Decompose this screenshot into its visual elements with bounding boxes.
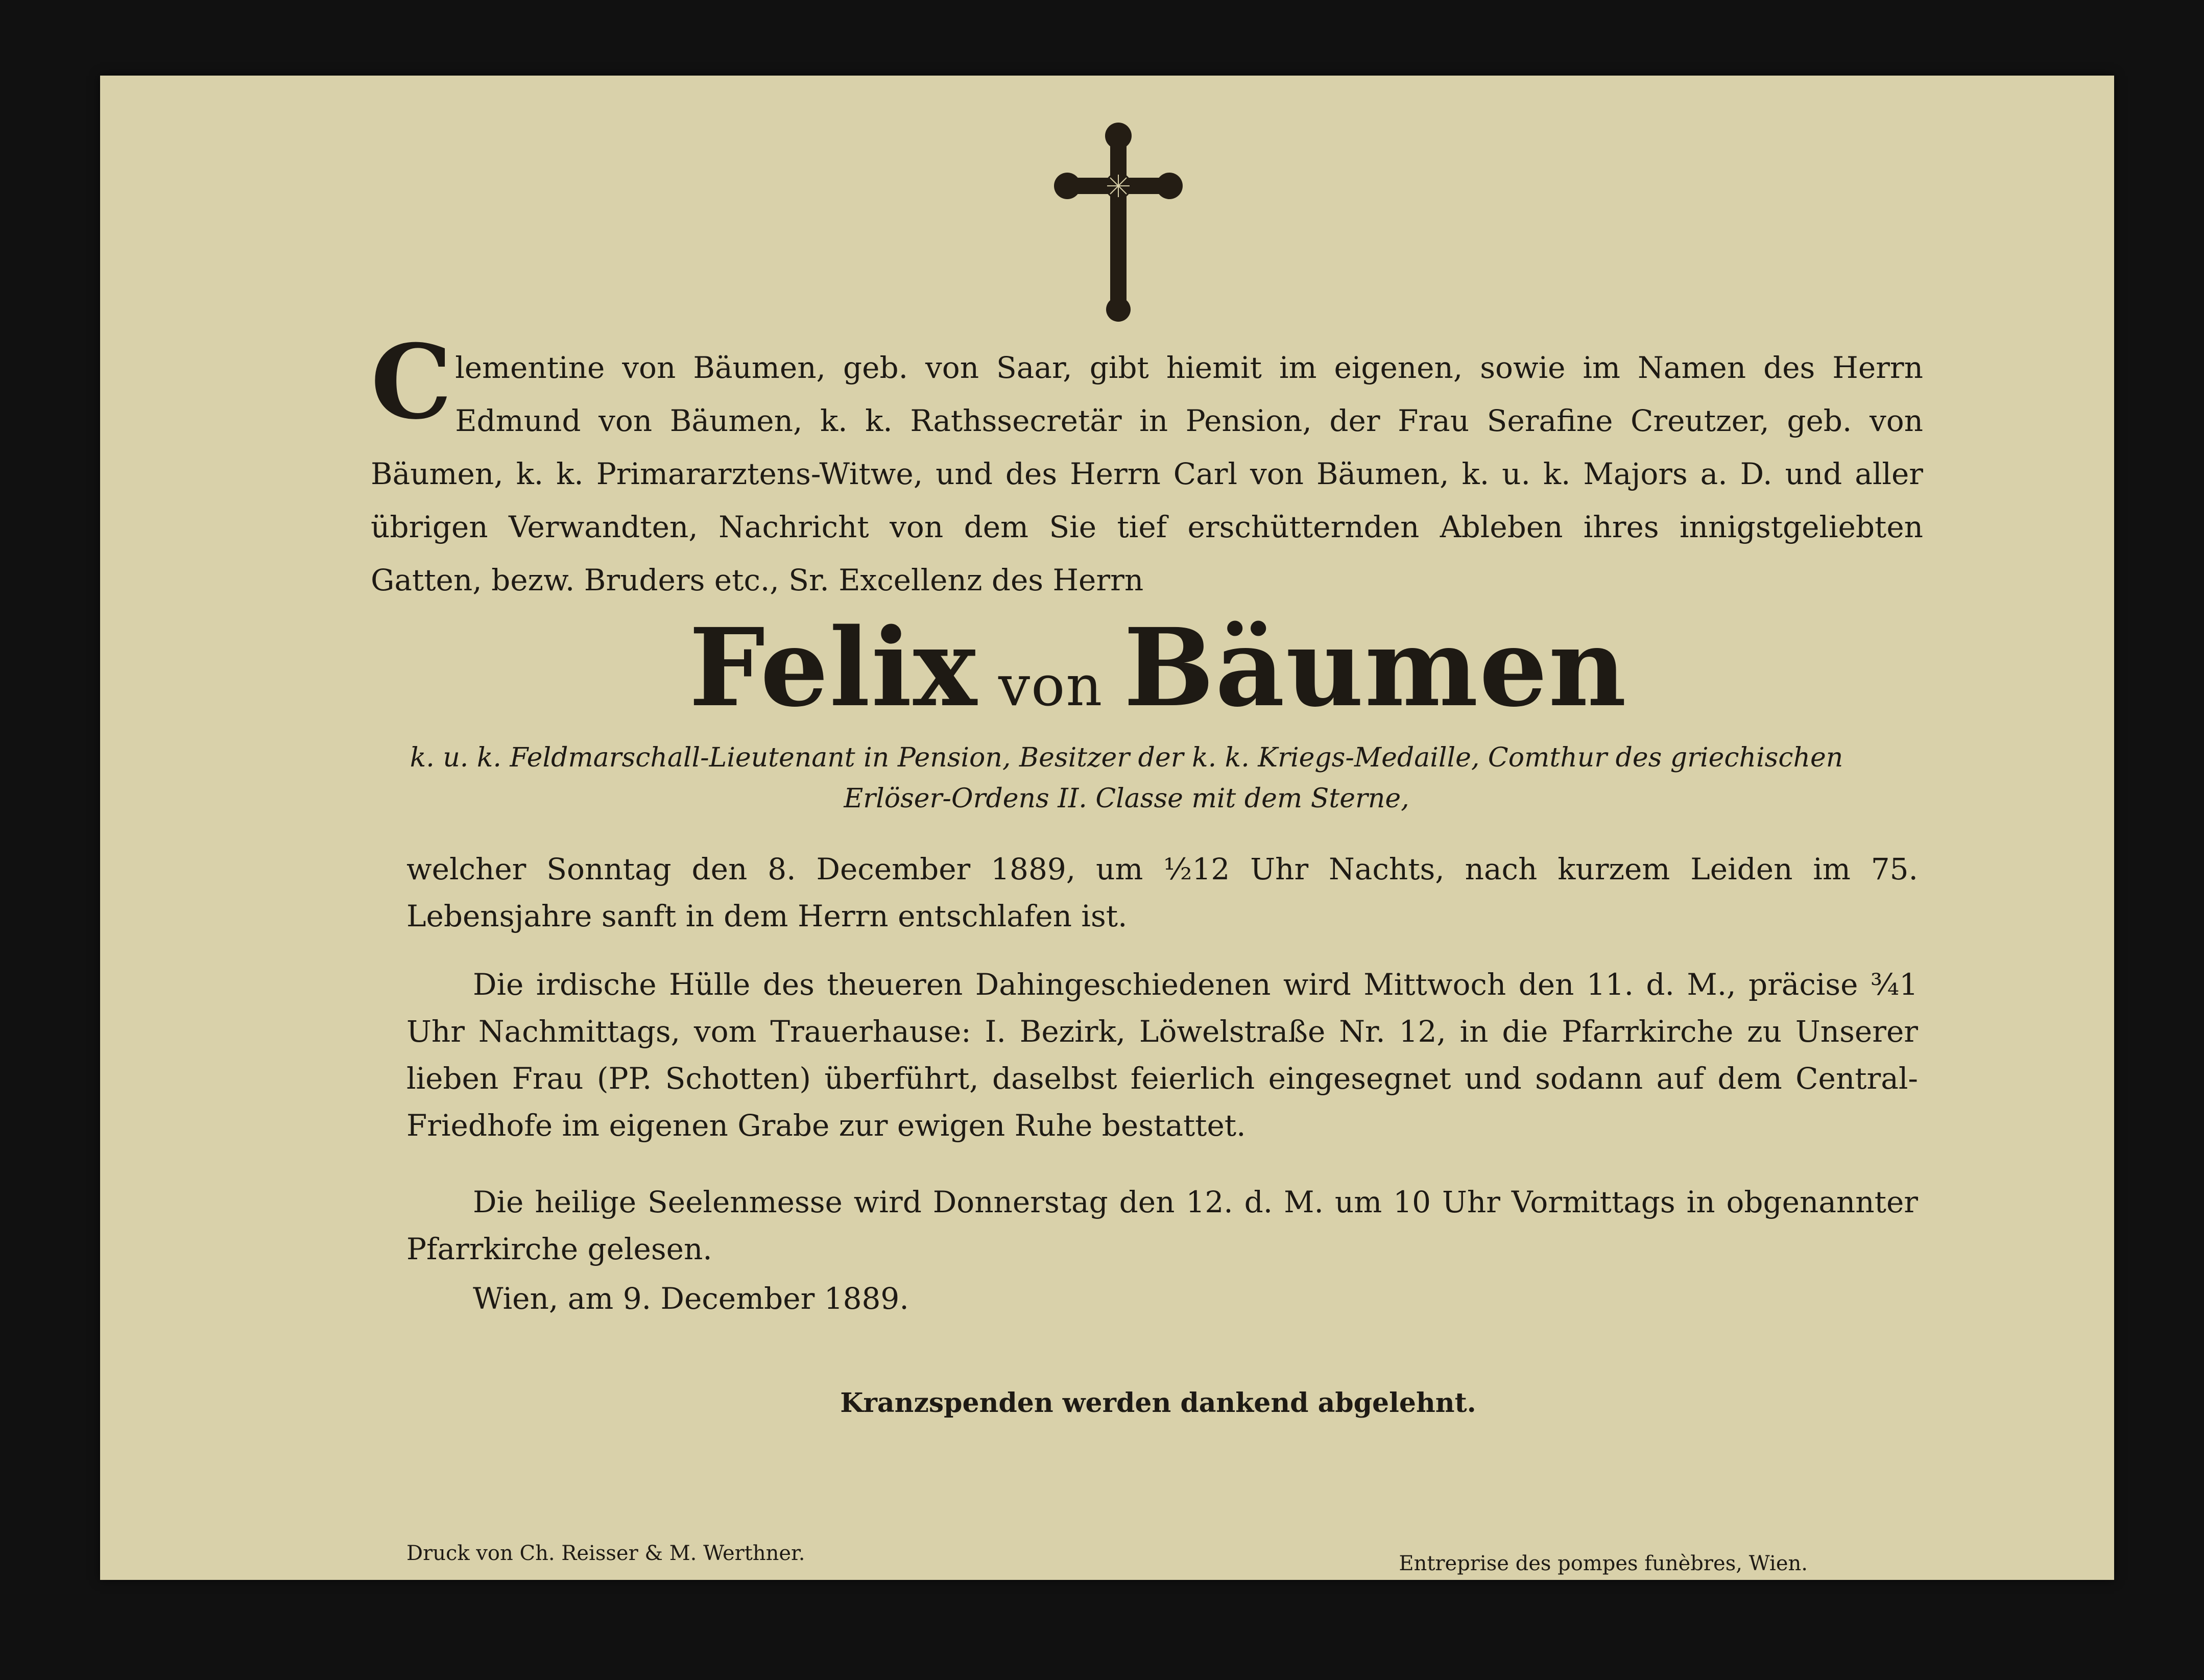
deceased-first-name: Felix bbox=[689, 605, 978, 731]
wreath-notice: Kranzspenden werden dankend abgelehnt. bbox=[840, 1387, 1476, 1419]
requiem-mass-paragraph: Die heilige Seelenmesse wird Donnerstag den 12. d. M. um 10 Uhr Vormittags in obgenannter Pfarrkirche gelesen. bbox=[406, 1185, 1918, 1266]
place-and-date: Wien, am 9. December 1889. bbox=[473, 1281, 909, 1316]
deceased-name bbox=[253, 607, 2063, 747]
trefoil-cross-icon bbox=[1052, 119, 1185, 324]
undertaker-credit: Entreprise des pompes funèbres, Wien. bbox=[1399, 1552, 1808, 1575]
deceased-last-name: Bäumen bbox=[1123, 605, 1627, 731]
announcement-paragraph bbox=[371, 322, 1923, 607]
funeral-details-paragraph: Die irdische Hülle des theueren Dahingeschiedenen wird Mittwoch den 11. d. M., präcise ¾1 Uhr Nachmittags, vom Trauerhause: I. Bezirk, Löwelstraße Nr. 12, in die Pfarrkirche zu Unserer lieben Frau (PP. Schotten) überführt, daselbst feierlich eingesegnet und sodann auf dem Central-Friedhofe im eigenen Grabe zur ewigen Ruhe bestattet. bbox=[406, 967, 1918, 1143]
deceased-title: k. u. k. Feldmarschall-Lieutenant in Pension, Besitzer der k. k. Kriegs-Medaille, Comthur des griechischen Erlöser-Ordens II. Classe mit dem Sterne, bbox=[410, 742, 1843, 814]
dropcap-letter: C bbox=[371, 322, 452, 442]
announcement-text: lementine von Bäumen, geb. von Saar, gibt hiemit im eigenen, sowie im Namen des Herrn Edmund von Bäumen, k. k. Rathssecretär in Pension, der Frau Serafine Creutzer, geb. von Bäumen, k. k. Primararztens-Witwe, und des Herrn Carl von Bäumen, k. u. k. Majors a. D. und aller übrigen Verwandten, Nachricht von dem Sie tief erschütternden Ableben ihres innigstgeliebten Gatten, bezw. Bruders etc., Sr. Excellenz des Herrn bbox=[371, 350, 1923, 597]
death-notice-card bbox=[100, 76, 2114, 1580]
printer-credit: Druck von Ch. Reisser & M. Werthner. bbox=[406, 1542, 805, 1565]
deceased-name-particle: von bbox=[998, 653, 1104, 718]
death-details-paragraph: welcher Sonntag den 8. December 1889, um ½12 Uhr Nachts, nach kurzem Leiden im 75. Lebensjahre sanft in dem Herrn entschlafen ist. bbox=[406, 852, 1918, 933]
